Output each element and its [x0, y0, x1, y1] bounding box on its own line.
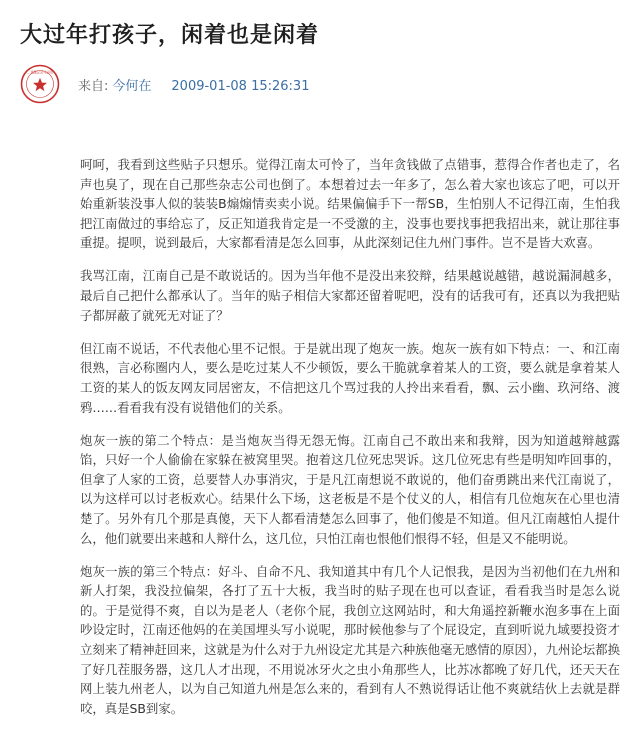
- paragraph: 我骂江南，江南自己是不敢说话的。因为当年他不是没出来狡辩，结果越说越错，越说漏洞越多，最后自己把什么都承认了。当年的贴子相信大家都还留着呢吧，没有的话我可有，还真以为我把贴子都屏蔽了就死无对证了？: [80, 268, 620, 323]
- author-avatar[interactable]: [20, 64, 60, 104]
- post-title: 大过年打孩子，闲着也是闲着: [20, 23, 320, 48]
- paragraph: 呵呵，我看到这些贴子只想乐。觉得江南太可怜了，当年贪钱做了点错事，惹得合作者也走了，名声也臭了，现在自己那些杂志公司也倒了。本想着过去一年多了，怎么着大家也该忘了吧，可以开始重新装没事人似的装装B煽煽情卖卖小说。结果偏偏手下一帮SB，生怕别人不记得江南，生怕我把江南做过的事给忘了，反正知道我肯定是一不受激的主，没事也要找事把我招出来，就让那往事重提。提呗，说到最后，大家都看清是怎么回事，从此深刻记住九州门事件。岂不是皆大欢喜。: [80, 157, 620, 251]
- post-meta: [78, 75, 309, 94]
- seal-text: …遗像记录与证明: [27, 70, 53, 75]
- post-timestamp: 2009-01-08 15:26:31: [171, 79, 310, 94]
- paragraph: 炮灰一族的第三个特点：好斗、自命不凡、我知道其中有几个人记恨我，是因为当初他们在九州和新人打架，我没拉偏架，各打了五十大板，我当时的贴子现在也可以查证，看看我当时是怎么说的。于是觉得不爽，自以为是老人（老你个屁，我创立这网站时，和大角遥控新鞭水泡多事在上面吵设定时，江南还他妈的在美国埋头写小说呢，那时候他参与了个屁设定，直到听说九域要投资才立刻来了精神赶回来，这就是为什么对于九州设定尤其是六种族他毫无感情的原因），九州论坛都换了好几茬服务器，这几人才出现，不用说冰牙火之虫小角那些人，比苏冰都晚了好几代，还天天在网上装九州老人，以为自己知道九州是怎么来的，看到有人不熟说得话让他不爽就结伙上去就是群咬，真是SB到家。: [80, 563, 620, 716]
- star-icon: [33, 78, 47, 91]
- from-label: 来自:: [78, 79, 109, 94]
- author-link[interactable]: 今何在: [112, 79, 152, 94]
- paragraph: 炮灰一族的第二个特点：是当炮灰当得无怨无悔。江南自己不敢出来和我辩，因为知道越辩越露馅，只好一个人偷偷在家躲在被窝里哭。抱着这几位死忠哭诉。这几位死忠有些是明知咋回事的，但拿了人家的工资，总要替人办事消灾，于是凡江南想说不敢说的，他们奋勇跳出来代江南说了，以为这样可以讨老板欢心。结果什么下场，这老板是不是个仗义的人，相信有几位炮灰在心里也清楚了。另外有几个那是真傻，天下人都看清楚怎么回事了，他们傻是不知道。但凡江南越怕人提什么，他们就要出来越和人辩什么，这几位，只怕江南也恨他们恨得不轻，但是又不能明说。: [80, 432, 620, 546]
- paragraph: 但江南不说话，不代表他心里不记恨。于是就出现了炮灰一族。炮灰一族有如下特点：一、和江南很熟，言必称圈内人，要么是吃过某人不少顿饭，要么干脆就拿着某人的工资，要么就是拿着某人工资的某人的饭友网友同居密友，不信把这几个骂过我的人拎出来看看，飘、云小幽、玖河络、渡鸦……看看我有没有说错他们的关系。: [80, 340, 620, 415]
- post-body: [80, 155, 620, 732]
